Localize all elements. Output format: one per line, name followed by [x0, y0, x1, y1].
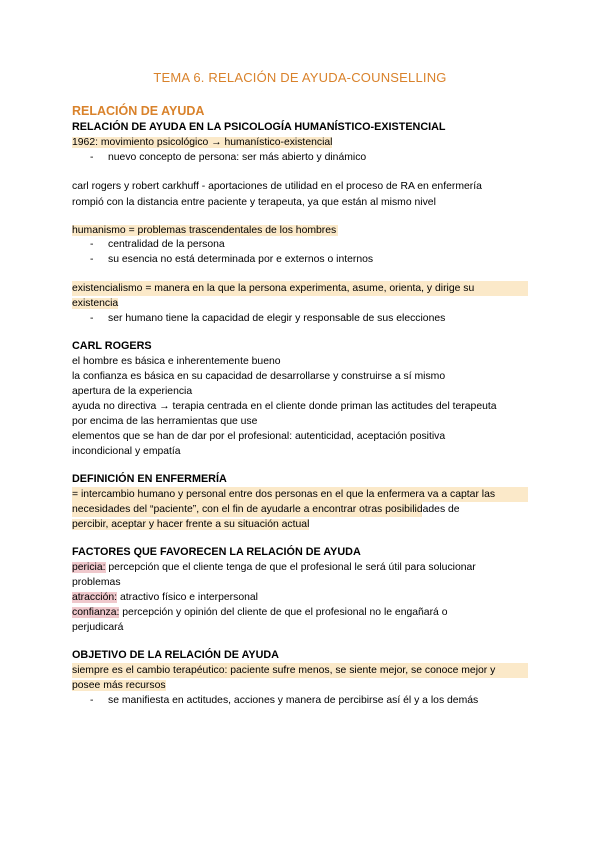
- factor-confianza: [72, 605, 448, 620]
- bullet-ser-humano: ser humano tiene la capacidad de elegir y responsable de sus elecciones: [108, 313, 446, 324]
- definicion-text-3: percibir, aceptar y hacer frente a su situación actual: [72, 519, 310, 530]
- existencialismo-line1: [72, 281, 528, 296]
- bullet-marker: -: [90, 313, 94, 324]
- page-title: TEMA 6. RELACIÓN DE AYUDA-COUNSELLING: [153, 70, 447, 85]
- atraccion-text: atractivo físico e interpersonal: [117, 592, 258, 603]
- objetivo-line-2: [72, 678, 166, 693]
- para-rompio-distancia: rompió con la distancia entre paciente y terapeuta, ya que están al mismo nivel: [72, 197, 436, 208]
- rogers-line-5: por encima de las herramientas que use: [72, 416, 258, 427]
- bullet-nuevo-concepto: nuevo concepto de persona: ser más abierto y dinámico: [108, 152, 367, 163]
- definicion-line-2: [72, 502, 460, 517]
- rogers-line-1: el hombre es básica e inherentemente bueno: [72, 356, 281, 367]
- highlight-1962-text: 1962: movimiento psicológico → humanístico-existencial: [72, 137, 333, 148]
- atraccion-label: atracción:: [72, 592, 118, 603]
- existencialismo-line2: [72, 296, 118, 311]
- subheading-psicologia: RELACIÓN DE AYUDA EN LA PSICOLOGÍA HUMANÍSTICO-EXISTENCIAL: [72, 121, 446, 133]
- heading-objetivo: OBJETIVO DE LA RELACIÓN DE AYUDA: [72, 649, 279, 661]
- definicion-text-2: necesidades del “paciente”, con el fin de ayudarle a encontrar otras posibilidades de: [72, 504, 460, 515]
- section-heading-relacion-ayuda: RELACIÓN DE AYUDA: [72, 104, 205, 118]
- objetivo-text-2: posee más recursos: [72, 680, 166, 691]
- factor-confianza-cont: perjudicará: [72, 622, 124, 633]
- heading-factores: FACTORES QUE FAVORECEN LA RELACIÓN DE AYUDA: [72, 546, 361, 558]
- rogers-line-2: la confianza es básica en su capacidad de desarrollarse y construirse a sí mismo: [72, 371, 446, 382]
- rogers-line-4: ayuda no directiva → terapia centrada en el cliente donde priman las actitudes del terapeuta: [72, 401, 497, 412]
- bullet-marker: -: [90, 152, 94, 163]
- heading-carl-rogers: CARL ROGERS: [72, 340, 152, 352]
- confianza-label: confianza:: [72, 607, 120, 618]
- pericia-label: pericia:: [72, 562, 106, 573]
- bullet-se-manifiesta: se manifiesta en actitudes, acciones y manera de percibirse así él y a los demás: [108, 695, 479, 706]
- existencialismo-text2: existencia: [72, 298, 119, 309]
- rogers-line-6: elementos que se han de dar por el profesional: autenticidad, aceptación positiva: [72, 431, 446, 442]
- bullet-marker: -: [90, 695, 94, 706]
- rogers-line-3: apertura de la experiencia: [72, 386, 193, 397]
- existencialismo-text1: existencialismo = manera en la que la persona experimenta, asume, orienta, y dirige su: [72, 281, 528, 296]
- objetivo-text-1: siempre es el cambio terapéutico: paciente sufre menos, se siente mejor, se conoce mejor y: [72, 663, 528, 678]
- para-carl-rogers-carkhuff: carl rogers y robert carkhuff - aportaciones de utilidad en el proceso de RA en enfermería: [72, 181, 482, 192]
- definicion-line-3: [72, 517, 309, 532]
- definicion-text-1: = intercambio humano y personal entre dos personas en el que la enfermera va a captar las: [72, 487, 528, 502]
- objetivo-line-1: [72, 663, 528, 678]
- bullet-marker: -: [90, 254, 94, 265]
- bullet-centralidad: centralidad de la persona: [108, 239, 225, 250]
- definicion-line-1: [72, 487, 528, 502]
- humanismo-text: humanismo = problemas trascendentales de los hombres: [72, 225, 337, 236]
- confianza-text: percepción y opinión del cliente de que el profesional no le engañará o: [119, 607, 448, 618]
- bullet-marker: -: [90, 239, 94, 250]
- rogers-line-7: incondicional y empatía: [72, 446, 181, 457]
- factor-pericia: [72, 560, 476, 575]
- factor-atraccion: [72, 590, 258, 605]
- heading-definicion: DEFINICIÓN EN ENFERMERÍA: [72, 473, 227, 485]
- factor-pericia-cont: problemas: [72, 577, 121, 588]
- bullet-esencia: su esencia no está determinada por e externos o internos: [108, 254, 374, 265]
- humanismo-line: [72, 223, 338, 238]
- highlight-1962: [72, 135, 332, 150]
- pericia-text: percepción que el cliente tenga de que el profesional le será útil para solucionar: [105, 562, 476, 573]
